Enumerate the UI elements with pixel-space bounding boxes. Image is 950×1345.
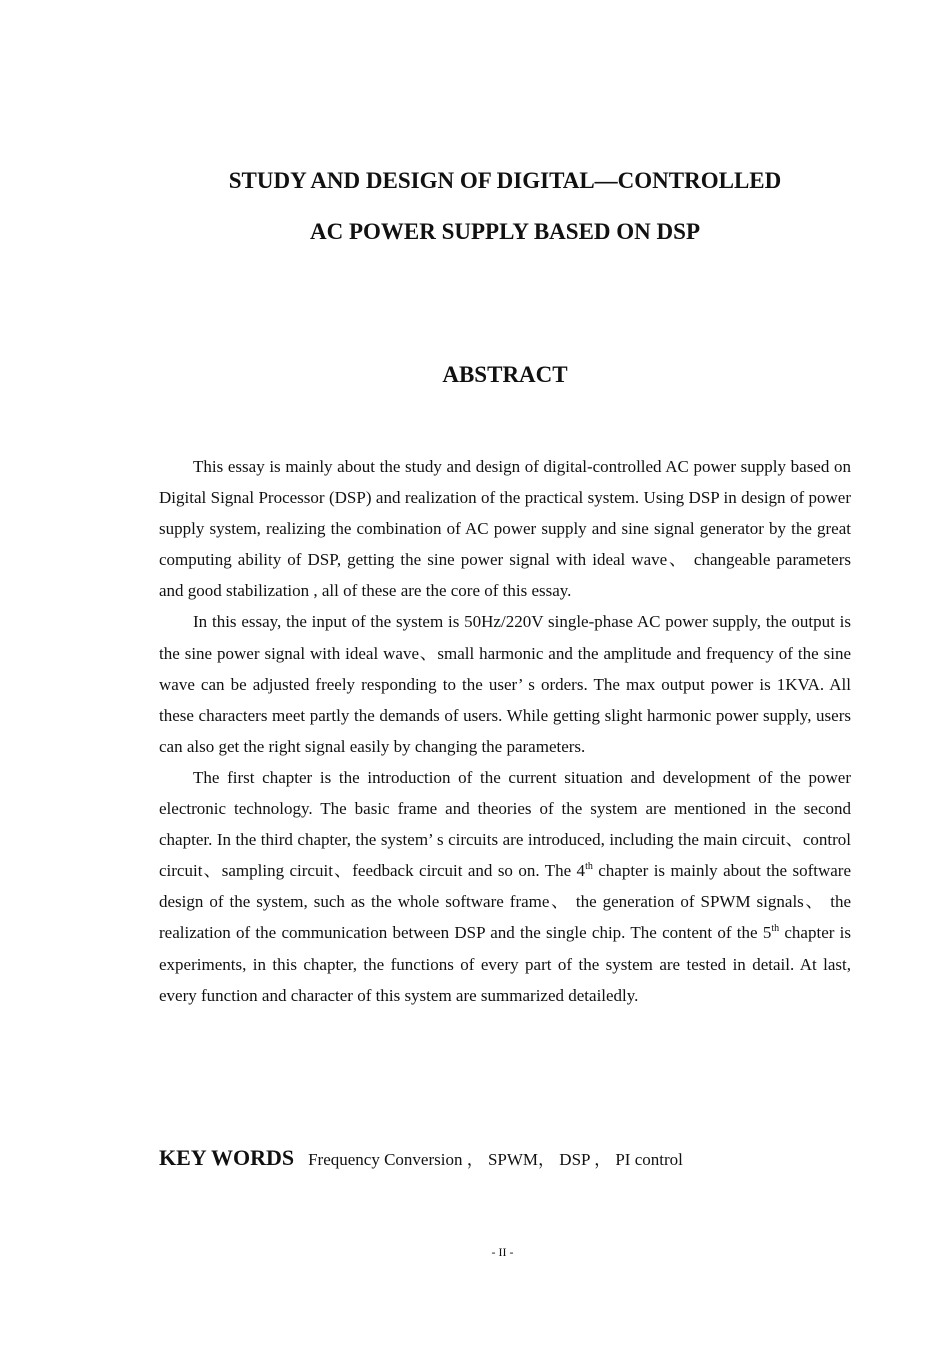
- ordinal-superscript-5th: th: [771, 923, 780, 935]
- keywords-label: KEY WORDS: [159, 1145, 295, 1170]
- paragraph-3-text-part-1: The first chapter is the introduction of the current situation and development of the power electronic technology. The basic frame and theories of the system are mentioned in the second chapter. In the third chapter, the system’ s circuits are introduced, including the main circuit、control circuit、sampling circuit、feedback circuit and so on. The 4: [159, 767, 851, 881]
- abstract-paragraph-3: [159, 762, 851, 1011]
- paragraph-3-text-part-3: chapter is experiments, in this chapter, the functions of every part of the system are tested in detail. At last, every function and character of this system are summarized detailedly.: [159, 923, 852, 1005]
- page-number: - II -: [491, 1245, 514, 1259]
- ordinal-superscript-4th: th: [585, 861, 593, 873]
- keywords-line: [159, 1145, 851, 1171]
- abstract-paragraph-1: This essay is mainly about the study and design of digital-controlled AC power supply based on Digital Signal Processor (DSP) and realization of the practical system. Using DSP in design of power supply system, realizing the combination of AC power supply and sine signal generator by the great computing ability of DSP, getting the sine power signal with ideal wave、 changeable parameters and good stabilization , all of these are the core of this essay.: [159, 457, 851, 601]
- keywords-list: Frequency Conversion ， SPWM， DSP ， PI control: [308, 1150, 683, 1169]
- paper-title-line-1: STUDY AND DESIGN OF DIGITAL—CONTROLLED: [228, 168, 782, 193]
- paragraph-3-text-part-2: chapter is mainly about the software design of the system, such as the whole software frame、 the generation of SPWM signals、 the realization of the communication between DSP and the single chip. The content of the 5: [159, 861, 851, 943]
- abstract-heading: ABSTRACT: [442, 362, 568, 387]
- abstract-body: [159, 451, 851, 1011]
- paper-title-line-2: AC POWER SUPPLY BASED ON DSP: [310, 219, 700, 244]
- abstract-paragraph-2: In this essay, the input of the system is 50Hz/220V single-phase AC power supply, the output is the sine power signal with ideal wave、small harmonic and the amplitude and frequency of the sine wave can be adjusted freely responding to the user’ s orders. The max output power is 1KVA. All these characters meet partly the demands of users. While getting slight harmonic power supply, users can also get the right signal easily by changing the parameters.: [159, 612, 851, 756]
